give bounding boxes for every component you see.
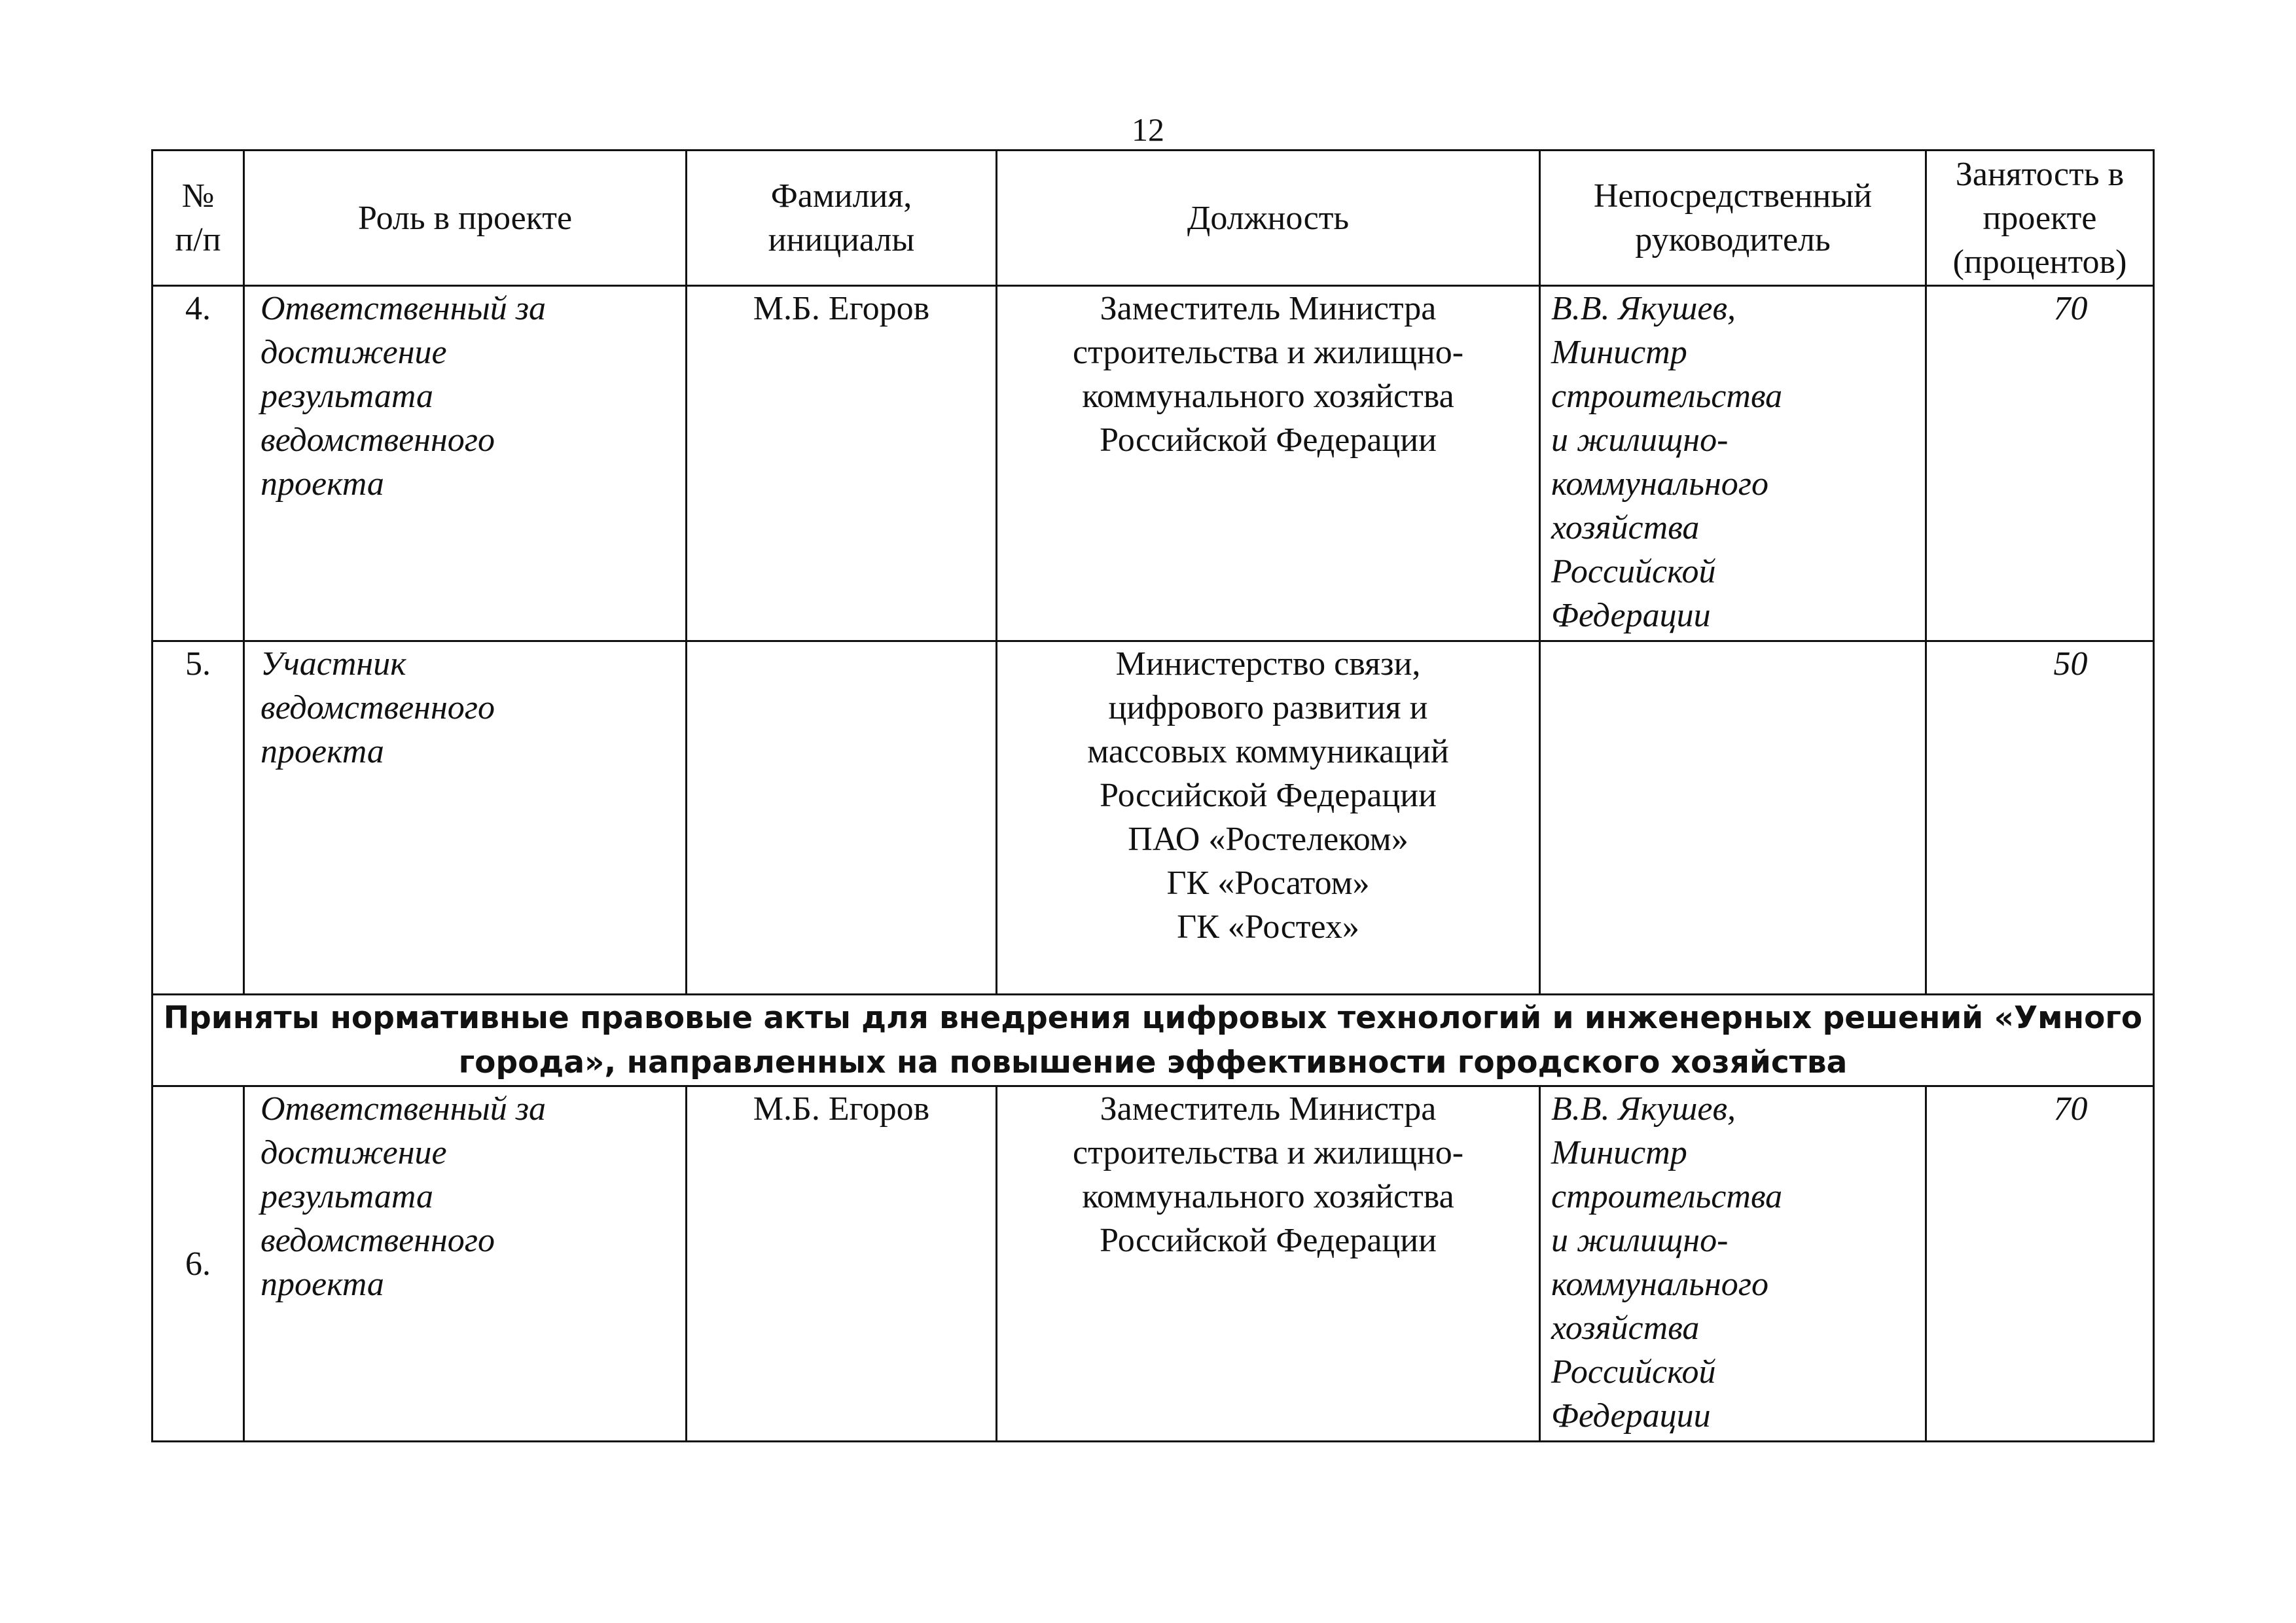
role-line: проекта: [260, 465, 384, 503]
position-line: Российской Федерации: [1100, 777, 1437, 814]
position-line: Заместитель Министра: [1100, 1090, 1437, 1128]
header-name: [687, 151, 997, 286]
role-line: достижение: [260, 1134, 447, 1171]
position-line: коммунального хозяйства: [1082, 378, 1454, 415]
role-line: результата: [260, 1178, 434, 1215]
page-number: 12: [1132, 111, 1164, 148]
supervisor-cell: [1540, 286, 1926, 641]
supervisor-line: и жилищно-: [1551, 421, 1729, 459]
position-cell: [997, 641, 1540, 995]
header-load: [1926, 151, 2154, 286]
role-line: проекта: [260, 1266, 384, 1303]
supervisor-line: Российской: [1551, 1353, 1716, 1391]
position-line: Заместитель Министра: [1100, 290, 1437, 327]
supervisor-line: Министр: [1551, 1134, 1687, 1171]
supervisor-line: и жилищно-: [1551, 1222, 1729, 1259]
load-cell: 70: [1926, 286, 2154, 641]
position-line: ПАО «Ростелеком»: [1128, 821, 1408, 858]
supervisor-line: Российской: [1551, 553, 1716, 590]
position-line: ГК «Росатом»: [1166, 865, 1370, 902]
header-load-line: (процентов): [1952, 243, 2127, 281]
role-line: проекта: [260, 733, 384, 770]
row-number: 4.: [152, 286, 244, 641]
header-supervisor-line: руководитель: [1635, 221, 1831, 259]
position-line: Министерство связи,: [1115, 645, 1421, 683]
supervisor-line: хозяйства: [1551, 509, 1700, 546]
header-load-line: Занятость в: [1955, 155, 2125, 193]
position-line: строительства и жилищно-: [1072, 1134, 1464, 1171]
name-cell: М.Б. Егоров: [687, 1086, 997, 1442]
supervisor-line: строительства: [1551, 1178, 1783, 1215]
header-supervisor: [1540, 151, 1926, 286]
name-cell: М.Б. Егоров: [687, 286, 997, 641]
supervisor-line: В.В. Якушев,: [1551, 1090, 1736, 1128]
role-cell: [244, 286, 687, 641]
row-number: 5.: [152, 641, 244, 995]
project-roles-table: [151, 149, 2155, 1442]
header-load-line: проекте: [1982, 199, 2097, 237]
table-row: [152, 1086, 2154, 1442]
header-position: Должность: [997, 151, 1540, 286]
supervisor-line: строительства: [1551, 378, 1783, 415]
header-num-line: п/п: [175, 221, 221, 259]
section-row: [152, 995, 2154, 1086]
supervisor-line: Федерации: [1551, 1397, 1711, 1435]
header-num: [152, 151, 244, 286]
role-line: результата: [260, 378, 434, 415]
header-name-line: Фамилия,: [770, 177, 912, 215]
row-number: 6.: [152, 1086, 244, 1442]
position-line: Российской Федерации: [1100, 1222, 1437, 1259]
role-line: Участник: [260, 645, 406, 683]
role-line: Ответственный за: [260, 1090, 547, 1128]
section-title-line: Приняты нормативные правовые акты для внедрения цифровых технологий и инженерных решений «Умного: [163, 999, 2143, 1036]
role-line: Ответственный за: [260, 290, 547, 327]
table-row: [152, 286, 2154, 641]
role-line: ведомственного: [260, 421, 495, 459]
position-cell: [997, 286, 1540, 641]
supervisor-cell: [1540, 641, 1926, 995]
table-header-row: [152, 151, 2154, 286]
table-row: [152, 641, 2154, 995]
load-cell: 50: [1926, 641, 2154, 995]
header-role: Роль в проекте: [244, 151, 687, 286]
load-cell: 70: [1926, 1086, 2154, 1442]
position-line: цифрового развития и: [1108, 689, 1428, 726]
role-line: ведомственного: [260, 689, 495, 726]
position-line: коммунального хозяйства: [1082, 1178, 1454, 1215]
supervisor-line: коммунального: [1551, 1266, 1769, 1303]
section-title-line: города», направленных на повышение эффективности городского хозяйства: [458, 1044, 1848, 1080]
header-supervisor-line: Непосредственный: [1593, 177, 1873, 215]
position-line: Российской Федерации: [1100, 421, 1437, 459]
role-line: достижение: [260, 334, 447, 371]
header-name-line: инициалы: [768, 221, 915, 259]
name-cell: [687, 641, 997, 995]
supervisor-line: коммунального: [1551, 465, 1769, 503]
role-cell: [244, 641, 687, 995]
supervisor-line: В.В. Якушев,: [1551, 290, 1736, 327]
supervisor-line: Федерации: [1551, 597, 1711, 634]
supervisor-line: Министр: [1551, 334, 1687, 371]
position-line: ГК «Ростех»: [1177, 908, 1359, 946]
position-line: строительства и жилищно-: [1072, 334, 1464, 371]
section-title: [152, 995, 2154, 1086]
role-cell: [244, 1086, 687, 1442]
position-cell: [997, 1086, 1540, 1442]
supervisor-line: хозяйства: [1551, 1310, 1700, 1347]
role-line: ведомственного: [260, 1222, 495, 1259]
supervisor-cell: [1540, 1086, 1926, 1442]
header-num-line: №: [181, 177, 215, 215]
position-line: массовых коммуникаций: [1087, 733, 1449, 770]
